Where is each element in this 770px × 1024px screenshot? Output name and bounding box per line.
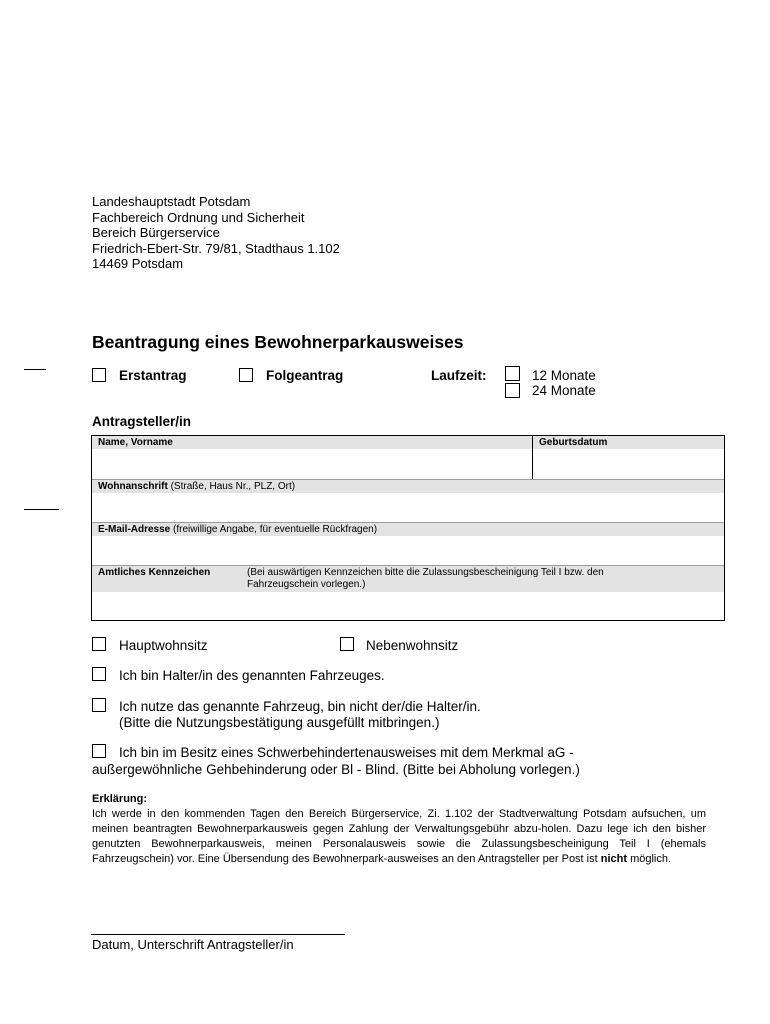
address-line-5: 14469 Potsdam — [92, 256, 184, 271]
name-header: Name, Vorname — [98, 437, 173, 448]
applicant-section-heading: Antragsteller/in — [92, 414, 192, 429]
birthdate-field[interactable] — [533, 449, 724, 479]
plate-note-line-1: (Bei auswärtigen Kennzeichen bitte die Zulassungsbescheinigung Teil I bzw. den — [247, 567, 604, 578]
email-header — [98, 524, 377, 535]
disability-pass-checkbox[interactable] — [92, 744, 106, 758]
vehicle-owner-label: Ich bin Halter/in des genannten Fahrzeuges. — [119, 668, 385, 683]
name-birthdate-divider — [532, 436, 533, 479]
disability-pass-label-line-1: Ich bin im Besitz eines Schwerbehindertenausweises mit dem Merkmal aG - — [119, 745, 574, 760]
address-line-4: Friedrich-Ebert-Str. 79/81, Stadthaus 1.102 — [92, 240, 340, 256]
address-line-3: Bereich Bürgerservice — [92, 225, 220, 240]
email-field[interactable] — [92, 536, 724, 565]
secondary-residence-checkbox[interactable] — [340, 637, 354, 651]
disability-pass-label-line-2: außergewöhnliche Gehbehinderung oder Bl - Blind. (Bitte bei Abholung vorlegen.) — [92, 762, 580, 777]
license-plate-field[interactable] — [92, 592, 724, 620]
address-header-bold: Wohnanschrift — [98, 481, 168, 492]
folgeantrag-checkbox[interactable] — [239, 368, 253, 382]
main-residence-checkbox[interactable] — [92, 637, 106, 651]
address-field[interactable] — [92, 493, 724, 522]
main-residence-label: Hauptwohnsitz — [119, 638, 208, 653]
fold-mark-middle — [24, 509, 59, 510]
address-line-1: Landeshauptstadt Potsdam — [92, 194, 251, 209]
plate-header: Amtliches Kennzeichen — [98, 567, 211, 578]
declaration-text-main: Ich werde in den kommenden Tagen den Bereich Bürgerservice, Zi. 1.102 der Stadtverwaltung Potsdam aufsuchen, um meinen beantragten Bewohnerparkausweis gegen Zahlung der Verwaltungsgebühr abzu-holen. Dazu lege ich den bisher genutzten Bewohnerparkausweis, meinen Personalausweis sowie die Zulassungsbescheinigung Teil I (ehemals Fahrzeugschein) vor. Eine Übersendung des Bewohnerpark-ausweises an den Antragsteller per Post ist — [92, 808, 706, 865]
vehicle-user-label-line-1: Ich nutze das genannte Fahrzeug, bin nicht der/die Halter/in. — [119, 699, 481, 714]
address-header — [98, 481, 295, 492]
erstantrag-label: Erstantrag — [119, 368, 187, 383]
duration-24-checkbox[interactable] — [505, 383, 520, 398]
folgeantrag-label: Folgeantrag — [266, 368, 344, 383]
recipient-address — [92, 194, 340, 272]
declaration — [92, 792, 706, 867]
declaration-text-bold: nicht — [600, 853, 628, 865]
signature-line[interactable] — [91, 934, 345, 935]
vehicle-owner-checkbox[interactable] — [92, 667, 106, 681]
declaration-text-end: möglich. — [627, 853, 672, 865]
fold-mark-top — [24, 369, 46, 370]
email-header-bold: E-Mail-Adresse — [98, 524, 171, 535]
duration-12-checkbox[interactable] — [505, 366, 520, 381]
name-header-row — [92, 436, 724, 449]
secondary-residence-label: Nebenwohnsitz — [366, 638, 459, 653]
signature-label: Datum, Unterschrift Antragsteller/in — [92, 937, 294, 952]
duration-24-label: 24 Monate — [532, 383, 596, 398]
duration-label: Laufzeit: — [431, 368, 487, 383]
address-line-2: Fachbereich Ordnung und Sicherheit — [92, 209, 305, 225]
declaration-text — [92, 807, 706, 867]
declaration-heading: Erklärung: — [92, 793, 148, 805]
page-title: Beantragung eines Bewohnerparkausweises — [92, 332, 464, 352]
birthdate-header: Geburtsdatum — [539, 437, 608, 448]
plate-note-line-2: Fahrzeugschein vorlegen.) — [247, 579, 366, 590]
vehicle-user-checkbox[interactable] — [92, 698, 106, 712]
applicant-form-table — [91, 435, 725, 621]
email-header-note: (freiwillige Angabe, für eventuelle Rückfragen) — [170, 524, 378, 535]
vehicle-user-label-line-2: (Bitte die Nutzungsbestätigung ausgefüllt mitbringen.) — [119, 715, 440, 730]
duration-12-label: 12 Monate — [532, 368, 596, 383]
erstantrag-checkbox[interactable] — [92, 368, 106, 382]
name-field[interactable] — [92, 449, 530, 479]
address-header-note: (Straße, Haus Nr., PLZ, Ort) — [167, 481, 296, 492]
